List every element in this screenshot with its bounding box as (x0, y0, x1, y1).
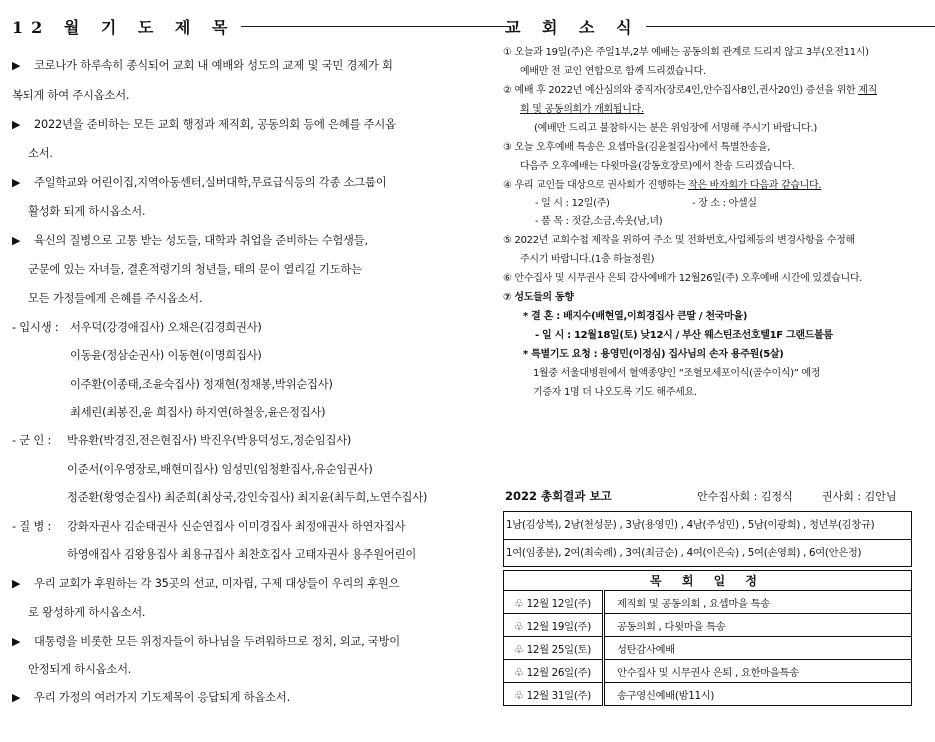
schedule-row (504, 660, 912, 683)
prayer-item-cont: 군문에 있는 자녀들, 결혼적령기의 청년들, 태의 문이 열리길 기도하는 (28, 263, 362, 276)
bazaar-date: - 일 시 : 12일(주) (535, 198, 610, 209)
group-line: 이준서(이우영장로,배현미집사) 임성민(임청환집사,유순임권사) (67, 463, 373, 476)
group-line: 이동윤(정삼순권사) 이동현(이명희집사) (70, 349, 262, 362)
news-item-7: ⑦ 성도들의 동향 (503, 292, 574, 303)
news-item-2: ② 예배 후 2022년 예산심의와 중직자(장로4인,안수집사8인,권사20인) 증선을 위한 제직 (503, 85, 877, 96)
triangle-bullet-icon: ▶ (12, 176, 21, 189)
schedule-date: 12월 12일(주) (526, 597, 591, 610)
news-item-4: ④ 우리 교인들 대상으로 권사회가 진행하는 작은 바자회가 다음과 같습니다. (503, 180, 822, 191)
prayer-item: ▶ 육신의 질병으로 고통 받는 성도들, 대학과 취업을 준비하는 수험생들, (12, 234, 368, 247)
news-item-1-cont: 예배만 전 교인 연합으로 함께 드리겠습니다. (520, 66, 706, 77)
group-line: 이주환(이종태,조윤숙집사) 정재현(정채봉,박위순집사) (70, 378, 333, 391)
prayer-item: ▶ 우리 가정의 여러가지 기도제목이 응답되게 하옵소서. (12, 691, 291, 704)
report-women: 권사회 : 김안님 (822, 490, 897, 503)
special-prayer-detail: 기증자 1명 더 나오도록 기도 해주세요. (533, 387, 697, 398)
header-rule (646, 26, 935, 27)
clover-icon: ♧ (514, 688, 524, 702)
triangle-bullet-icon: ▶ (12, 691, 21, 704)
clover-icon: ♧ (514, 619, 524, 633)
schedule-row (504, 591, 912, 614)
prayer-section-header (12, 15, 511, 38)
group-label-illness: - 질 병 : (12, 520, 52, 533)
prayer-item-cont: 로 왕성하게 하시옵소서. (28, 606, 146, 619)
news-item-3-cont: 다음주 오후예배는 다윗마을(강동호장로)에서 찬송 드리겠습니다. (520, 161, 795, 172)
clover-icon: ♧ (514, 642, 524, 656)
schedule-event: 송구영신예배(밤11시) (604, 683, 912, 706)
schedule-event: 안수집사 및 시무권사 은퇴 , 요한마을특송 (604, 660, 912, 683)
prayer-item: ▶ 대통령을 비롯한 모든 위정자들이 하나님을 두려워하므로 정치, 외교, 국방이 (12, 635, 401, 648)
group-line: 서우덕(강경애집사) 오채은(김경희권사) (70, 321, 262, 334)
group-line: 최세린(최봉진,윤 희집사) 하지연(하철웅,윤은정집사) (70, 406, 326, 419)
triangle-bullet-icon: ▶ (12, 118, 21, 131)
news-item-1: ① 오늘과 19일(주)은 주일1부,2부 예배는 공동의회 관계로 드리지 않고 3부(오전11시) (503, 47, 869, 58)
news-item-2-cont: 회 및 공동의회가 개회됩니다. (520, 104, 644, 115)
report-deacons: 안수집사회 : 김정식 (697, 490, 793, 503)
clover-icon: ♧ (514, 596, 524, 610)
schedule-table (503, 570, 912, 706)
news-title: 교 회 소 식 (505, 18, 640, 37)
prayer-item-cont: 모든 가정들에게 은혜를 주시옵소서. (28, 292, 203, 305)
schedule-date: 12월 26일(주) (526, 666, 591, 679)
report-row-women: 1여(임종분), 2여(최숙례) , 3여(최금순) , 4여(이은숙) , 5여(손영희) , 6여(안은정) (504, 539, 911, 566)
schedule-event: 제직회 및 공동의회 , 요셉마을 특송 (604, 591, 912, 614)
schedule-event: 성탄감사예배 (604, 637, 912, 660)
schedule-event: 공동의회 , 다윗마을 특송 (604, 614, 912, 637)
schedule-date: 12월 19일(주) (526, 620, 591, 633)
schedule-row (504, 683, 912, 706)
prayer-title: 12 월 기 도 제 목 (12, 18, 236, 37)
clover-icon: ♧ (514, 665, 524, 679)
wedding-date: - 일 시 : 12월18일(토) 낮12시 / 부산 웨스틴조선호텔1F 그랜드볼룸 (535, 330, 833, 341)
group-label-military: - 군 인 : (12, 434, 52, 447)
report-results-box (503, 511, 912, 567)
schedule-row (504, 637, 912, 660)
schedule-title: 목 회 일 정 (504, 571, 912, 591)
prayer-item: ▶ 주일학교와 어린이집,지역아동센터,실버대학,무료급식등의 각종 소그룹이 (12, 176, 387, 189)
schedule-row (504, 614, 912, 637)
schedule-date: 12월 31일(주) (526, 689, 591, 702)
prayer-item-cont: 소서. (28, 147, 53, 160)
prayer-item-cont: 안정되게 하시옵소서. (28, 663, 132, 676)
group-line: 강화자권사 김순태권사 신순연집사 이미경집사 최정애권사 하연자집사 (67, 520, 406, 533)
special-prayer: * 특별기도 요청 : 용영민(이정심) 집사님의 손자 용주원(5살) (523, 349, 784, 360)
wedding-info: * 결 혼 : 배지수(배현열,이희경집사 큰딸 / 천국마을) (523, 311, 748, 322)
triangle-bullet-icon: ▶ (12, 234, 21, 247)
news-section-header (505, 15, 935, 38)
report-row-men: 1남(김상복), 2남(천성문) , 3남(용영민) , 4남(주성민) , 5남(이광희) , 청년부(김창규) (506, 519, 875, 531)
schedule-date: 12월 25일(토) (526, 643, 591, 656)
news-item-6: ⑥ 안수집사 및 시무권사 은퇴 감사예배가 12월26일(주) 오후예배 시간에 있겠습니다. (503, 273, 863, 284)
report-title: 2022 총회결과 보고 (505, 489, 612, 503)
prayer-item-cont: 복되게 하여 주시옵소서. (12, 89, 130, 102)
triangle-bullet-icon: ▶ (12, 635, 21, 648)
header-rule (241, 26, 511, 27)
prayer-item: ▶ 2022년을 준비하는 모든 교회 행정과 제직회, 공동의회 등에 은혜를 주시옵 (12, 118, 396, 131)
prayer-item-cont: 활성화 되게 하시옵소서. (28, 205, 146, 218)
bazaar-place: - 장 소 : 아셀실 (692, 198, 757, 209)
news-item-3: ③ 오늘 오후예배 특송은 요셉마을(김윤철집사)에서 특별찬송을, (503, 142, 771, 153)
group-line: 박유환(박경진,전은현집사) 박진우(박용덕성도,정순임집사) (67, 434, 352, 447)
bazaar-items: - 품 목 : 젓갈,소금,속옷(남,녀) (535, 216, 663, 227)
triangle-bullet-icon: ▶ (12, 59, 21, 72)
prayer-item: ▶ 코로나가 하루속히 종식되어 교회 내 예배와 성도의 교제 및 국민 경제가 회 (12, 59, 393, 72)
prayer-item: ▶ 우리 교회가 후원하는 각 35곳의 선교, 미자립, 구제 대상들이 우리의 후원으 (12, 577, 400, 590)
special-prayer-detail: 1월중 서울대병원에서 혈액종양인 “조혈모세포이식(골수이식)” 예정 (533, 368, 821, 379)
news-item-5: ⑤ 2022년 교회수첩 제작을 위하여 주소 및 전화번호,사업체등의 변경사항을 수정해 (503, 235, 855, 246)
group-line: 하영애집사 김왕용집사 최용규집사 최찬호집사 고태자권사 용주원어린이 (67, 548, 417, 561)
group-label-exam: - 입시생 : (12, 321, 59, 334)
news-item-5-cont: 주시기 바랍니다.(1층 하늘정원) (520, 254, 655, 265)
news-item-2-note: (예배만 드리고 불참하시는 분은 위임장에 서명해 주시기 바랍니다.) (534, 123, 817, 134)
triangle-bullet-icon: ▶ (12, 577, 21, 590)
group-line: 정준환(황영순집사) 최준희(최상국,강인숙집사) 최지윤(최두희,노연수집사) (67, 491, 428, 504)
